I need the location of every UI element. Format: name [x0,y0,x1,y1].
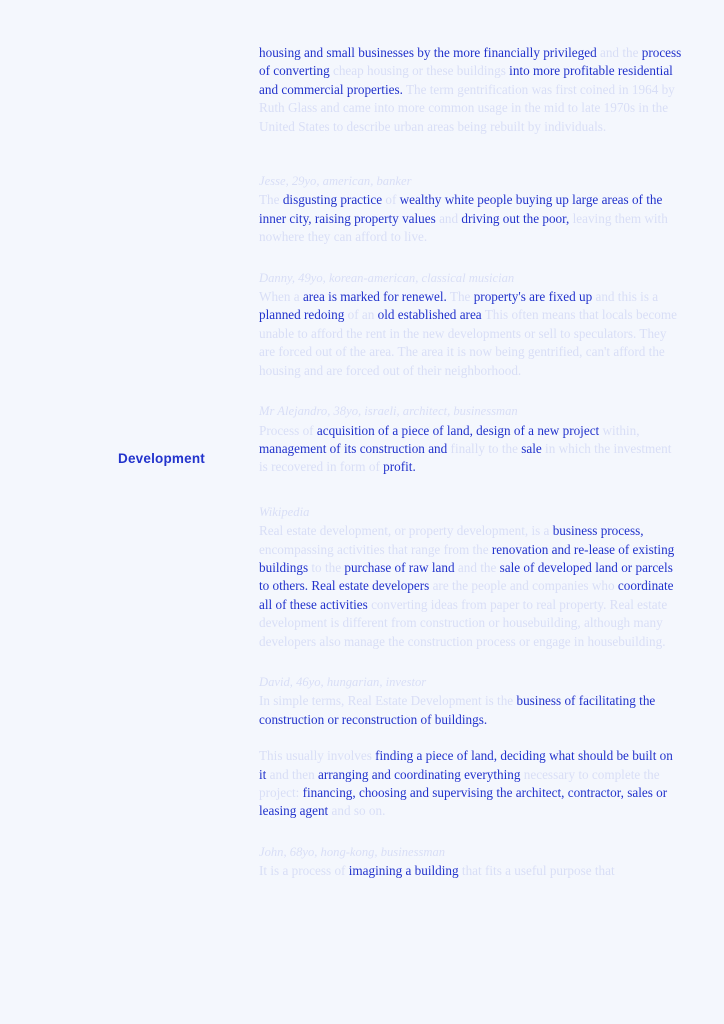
paragraph [259,288,683,380]
highlighted-text: imagining a building [348,863,462,879]
source-attribution: John, 68yo, hong-kong, businessman [259,844,446,859]
faded-text: of an [347,307,378,323]
highlighted-text: planned redoing [259,307,348,323]
faded-text: In simple terms, Real Estate Development is the [259,693,517,709]
highlighted-text: acquisition of a piece of land, design of a new project [316,422,603,438]
section-development-main [259,402,683,477]
faded-text: leaving them with nowhere they can afford to live. [259,210,668,245]
faded-text: and the [599,45,642,60]
faded-text: This usually involves [259,748,376,764]
paragraph [259,422,683,477]
highlighted-text: driving out the poor, [461,210,573,226]
section-john [259,843,683,881]
faded-text: necessary to complete the project: [259,766,660,800]
highlighted-text: disgusting practice [282,192,386,208]
paragraph [259,522,683,651]
highlighted-text: purchase of raw land [344,559,458,575]
highlighted-text: arranging and coordinating everything [317,766,524,782]
highlighted-text: management of its construction and [259,440,451,456]
highlighted-text: business of facilitating the construction or reconstruction of buildings. [259,693,656,727]
sidenote-development: Development [118,451,205,466]
faded-text: in which the investment is recovered in form of [259,440,672,475]
paragraph [259,692,683,729]
faded-text: and then [269,766,318,782]
faded-text: and [439,210,462,226]
section-david [259,673,683,821]
faded-text: converting ideas from paper to real property. Real estate development is different from construction or housebuilding, although many developers also manage the construction process or engage in housebuilding. [259,596,668,649]
faded-text: The term gentrification was first coined in 1964 by Ruth Glass and came into more common usage in the mid to late 1970s in the United States to describe urban areas being rebuilt by individuals. [259,81,675,134]
faded-text: The [259,192,283,208]
paragraph [259,191,683,246]
highlighted-text: property's are fixed up [473,289,596,305]
highlighted-text: wealthy white people buying up large areas of the inner city, raising property values [259,192,663,226]
highlighted-text: old established area [377,307,485,323]
faded-text: This often means that locals become unable to afford the rent in the new developments or sell to speculators. They are forced out of the area. The area it is now being gentrified, can't afford the housing and are forced out of their neighborhood. [259,307,677,378]
paragraph [259,44,683,136]
highlighted-text: into more profitable residential and commercial properties. [259,63,673,97]
highlighted-text: process of converting [259,45,682,79]
faded-text: finally to the [450,440,522,456]
highlighted-text: profit. [383,459,416,475]
source-attribution: Jesse, 29yo, american, banker [259,174,412,189]
highlighted-text: area is marked for renewel. [302,289,450,305]
section-jesse [259,172,683,247]
faded-text: Process of [259,422,317,438]
faded-text: and this is a [595,289,659,305]
section-danny [259,269,683,380]
highlighted-text: sale [521,440,546,456]
source-attribution: Mr Alejandro, 38yo, israeli, architect, businessman [259,404,518,419]
faded-text: and the [457,559,500,575]
highlighted-text: coordinate all of these activities [259,578,674,612]
faded-text: within, [602,422,640,438]
faded-text: encompassing activities that range from the [259,541,492,557]
faded-text: that fits a useful purpose that [461,863,615,879]
paragraph [259,747,683,821]
section-wikipedia [259,503,683,651]
faded-text: and so on. [331,803,386,819]
faded-text: It is a process of [259,863,349,879]
highlighted-text: sale of developed land or parcels to others. Real estate developers [259,559,673,594]
highlighted-text: housing and small businesses by the more financially privileged [259,45,600,60]
faded-text: The [449,289,474,305]
text-column [259,0,683,903]
faded-text: cheap housing or these buildings [332,63,510,79]
faded-text: to the [311,559,345,575]
source-attribution: Wikipedia [259,504,310,519]
faded-text: When a [259,289,303,305]
highlighted-text: renovation and re-lease of existing buildings [259,541,675,575]
highlighted-text: financing, choosing and supervising the architect, contractor, sales or leasing agent [259,785,668,819]
faded-text: of [385,192,400,208]
faded-text: are the people and companies who [432,578,618,594]
faded-text: Real estate development, or property development, is a [259,523,553,539]
paragraph [259,862,683,880]
highlighted-text: business process, [552,523,644,539]
source-attribution: David, 46yo, hungarian, investor [259,674,427,689]
highlighted-text: finding a piece of land, deciding what should be built on it [259,748,673,782]
source-attribution: Danny, 49yo, korean-american, classical musician [259,270,515,285]
section-gentrification-continued [259,44,683,136]
